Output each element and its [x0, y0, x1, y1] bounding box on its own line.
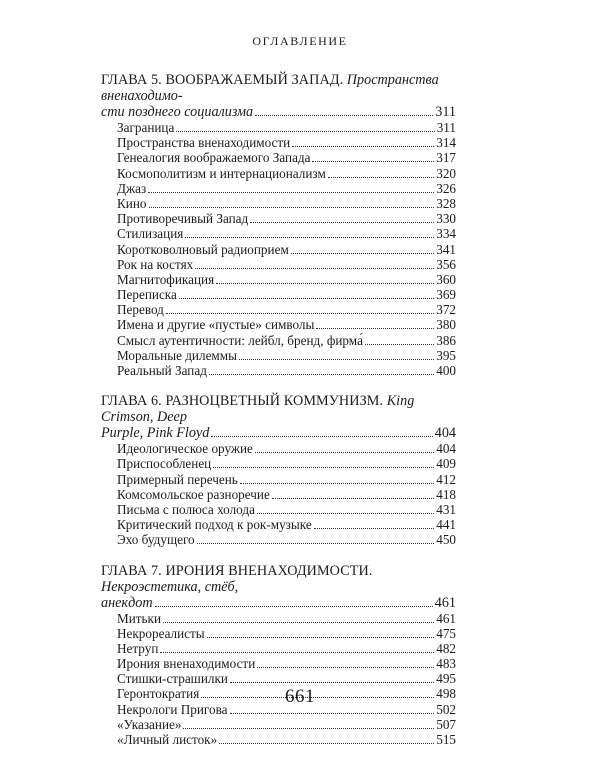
- chapter-page-number: 311: [435, 104, 456, 120]
- chapter-heading[interactable]: [101, 393, 456, 441]
- dot-leader: [292, 146, 434, 147]
- dot-leader: [272, 498, 434, 499]
- toc-entry[interactable]: [101, 317, 456, 332]
- dot-leader: [219, 743, 434, 744]
- toc-entry[interactable]: [101, 196, 456, 211]
- toc-entry[interactable]: [101, 257, 456, 272]
- dot-leader: [209, 374, 434, 375]
- chapter-title: ГЛАВА 5. ВООБРАЖАЕМЫЙ ЗАПАД.: [101, 72, 344, 88]
- toc-entry-title: «Личный листок»: [117, 732, 218, 747]
- toc-entry-page-number: 326: [436, 180, 456, 196]
- toc-entry-page-number: 507: [436, 716, 456, 732]
- chapter-heading-line-2: [101, 104, 456, 120]
- toc-entry[interactable]: [101, 135, 456, 150]
- toc-entry[interactable]: [101, 363, 456, 378]
- toc-entry-title: Коротковолновый радиоприем: [117, 241, 289, 257]
- toc-entry-title: Некрореалисты: [117, 625, 205, 641]
- table-of-contents: [101, 72, 456, 762]
- toc-entry-page-number: 330: [436, 211, 456, 227]
- dot-leader: [160, 652, 434, 653]
- toc-entry-page-number: 380: [436, 317, 456, 333]
- chapter-subtitle-continued: сти позднего социализма: [101, 104, 254, 120]
- dot-leader: [183, 728, 434, 729]
- dot-leader: [312, 161, 434, 162]
- toc-entry-page-number: 482: [436, 640, 456, 656]
- toc-entry[interactable]: [101, 626, 456, 641]
- toc-entry-title: Эхо будущего: [117, 532, 195, 548]
- toc-entry-title: Магнитофикация: [117, 271, 215, 287]
- toc-entry-title: Генеалогия воображаемого Запада: [117, 150, 311, 166]
- toc-entry[interactable]: [101, 641, 456, 656]
- dot-leader: [149, 207, 435, 208]
- dot-leader: [255, 452, 434, 453]
- dot-leader: [316, 328, 434, 329]
- toc-entry[interactable]: [101, 120, 456, 135]
- dot-leader: [255, 115, 433, 116]
- toc-entry-page-number: 328: [436, 195, 456, 211]
- toc-entry[interactable]: [101, 181, 456, 196]
- dot-leader: [148, 192, 434, 193]
- toc-entry-page-number: 441: [436, 517, 456, 533]
- toc-entry-title: Митьки: [117, 610, 162, 626]
- page-number: 661: [285, 686, 315, 707]
- toc-entry[interactable]: [101, 517, 456, 532]
- toc-entry[interactable]: [101, 226, 456, 241]
- toc-entry[interactable]: [101, 472, 456, 487]
- toc-entry-page-number: 450: [436, 532, 456, 548]
- dot-leader: [211, 436, 432, 437]
- toc-entry-page-number: 369: [436, 287, 456, 303]
- toc-entry[interactable]: [101, 302, 456, 317]
- dot-leader: [213, 467, 434, 468]
- toc-entry-page-number: 431: [436, 501, 456, 517]
- toc-entry-page-number: 356: [436, 256, 456, 272]
- dot-leader: [257, 513, 434, 514]
- dot-leader: [155, 606, 433, 607]
- chapter-title: ГЛАВА 6. РАЗНОЦВЕТНЫЙ КОММУНИЗМ.: [101, 393, 384, 410]
- toc-entry-page-number: 395: [436, 347, 456, 363]
- toc-entry[interactable]: [101, 532, 456, 547]
- dot-leader: [250, 222, 434, 223]
- dot-leader: [257, 667, 434, 668]
- toc-entry-page-number: 498: [436, 686, 456, 702]
- toc-entry-title: Геронтократия: [117, 686, 200, 702]
- running-head: ОГЛАВЛЕНИЕ: [252, 34, 348, 48]
- toc-entry-title: Комсомольское разноречие: [117, 486, 270, 502]
- dot-leader: [230, 713, 435, 714]
- toc-entry-title: Кино: [117, 195, 147, 211]
- chapter-heading[interactable]: [101, 563, 456, 611]
- dot-leader: [195, 268, 434, 269]
- toc-entry-page-number: 483: [436, 656, 456, 672]
- dot-leader: [291, 253, 434, 254]
- toc-entry-page-number: 334: [436, 226, 456, 242]
- toc-entry-title: Стишки-страшилки: [117, 671, 228, 687]
- toc-entry[interactable]: [101, 717, 456, 732]
- toc-entry-page-number: 400: [436, 363, 456, 378]
- toc-entry-title: Переписка: [117, 287, 177, 303]
- chapter-subtitle: King Crimson, Deep: [101, 393, 415, 426]
- dot-leader: [176, 131, 434, 132]
- chapter-section: [101, 563, 456, 748]
- toc-entry-page-number: 409: [436, 456, 456, 472]
- toc-entry-title: Приспособленец: [117, 456, 212, 472]
- toc-entry-page-number: 341: [436, 241, 456, 257]
- chapter-section: [101, 393, 456, 547]
- dot-leader: [240, 483, 434, 484]
- chapter-subtitle-continued: анекдот: [101, 594, 153, 611]
- toc-entry-title: Джаз: [117, 180, 147, 196]
- toc-entry[interactable]: [101, 502, 456, 517]
- toc-entry-page-number: 317: [436, 150, 456, 166]
- toc-entry-title: «Указание»: [117, 716, 182, 732]
- chapter-heading-line-2: [101, 425, 456, 441]
- chapter-page-number: 461: [434, 594, 456, 611]
- toc-entry-title: Письма с полюса холода: [117, 501, 255, 517]
- toc-entry-title: Некрологи Пригова: [117, 701, 228, 717]
- toc-entry[interactable]: [101, 211, 456, 226]
- toc-entry-page-number: 311: [436, 120, 456, 135]
- chapter-section: [101, 72, 456, 378]
- toc-entry[interactable]: [101, 732, 456, 747]
- toc-entry[interactable]: [101, 333, 456, 348]
- toc-entry-page-number: 475: [436, 625, 456, 641]
- toc-entry-title: Заграница: [117, 120, 175, 135]
- toc-entry-page-number: 418: [436, 486, 456, 502]
- dot-leader: [163, 622, 434, 623]
- toc-entry[interactable]: [101, 287, 456, 302]
- chapter-subtitle: Некроэстетика, стёб,: [101, 578, 239, 595]
- toc-entry[interactable]: [101, 348, 456, 363]
- dot-leader: [328, 177, 434, 178]
- toc-entry[interactable]: [101, 272, 456, 287]
- dot-leader: [197, 543, 435, 544]
- chapter-heading-line-2: [101, 595, 456, 611]
- toc-entry-page-number: 314: [436, 135, 456, 151]
- toc-entry[interactable]: [101, 656, 456, 671]
- toc-entry-page-number: 372: [436, 302, 456, 318]
- toc-entry[interactable]: [101, 611, 456, 626]
- dot-leader: [365, 344, 434, 345]
- dot-leader: [314, 528, 435, 529]
- toc-entry-page-number: 461: [436, 610, 456, 626]
- toc-entry-title: Моральные дилеммы: [117, 347, 237, 363]
- chapter-heading-line-1: [101, 563, 456, 595]
- toc-entry-title: Примерный перечень: [117, 471, 238, 487]
- chapter-subtitle-continued: Purple, Pink Floyd: [101, 425, 210, 442]
- toc-entry-title: Противоречивый Запад: [117, 211, 249, 227]
- dot-leader: [216, 283, 434, 284]
- toc-entry-title: Космополитизм и интернационализм: [117, 165, 326, 181]
- toc-entry-page-number: 412: [436, 471, 456, 487]
- toc-entry[interactable]: [101, 441, 456, 456]
- dot-leader: [179, 298, 434, 299]
- toc-entry-title: Нетруп: [117, 640, 159, 656]
- chapter-heading-line-1: [101, 393, 456, 425]
- toc-entry-title: Пространства вненаходимости: [117, 135, 291, 151]
- toc-entry[interactable]: [101, 487, 456, 502]
- toc-entry-title: Идеологическое оружие: [117, 441, 253, 457]
- toc-entry-title: Перевод: [117, 302, 164, 318]
- toc-entry-page-number: 320: [436, 165, 456, 181]
- chapter-heading[interactable]: [101, 72, 456, 120]
- dot-leader: [239, 359, 434, 360]
- toc-entry-title: Смысл аутентичности: лейбл, бренд, фирма́: [117, 332, 363, 348]
- dot-leader: [207, 637, 435, 638]
- chapter-page-number: 404: [434, 425, 456, 442]
- toc-entry-title: Реальный Запад: [117, 363, 207, 378]
- toc-entry-page-number: 404: [436, 441, 456, 457]
- toc-entry[interactable]: [101, 242, 456, 257]
- toc-entry[interactable]: [101, 166, 456, 181]
- dot-leader: [166, 313, 434, 314]
- toc-entry[interactable]: [101, 150, 456, 165]
- toc-entry-title: Рок на костях: [117, 256, 194, 272]
- toc-entry-page-number: 360: [436, 271, 456, 287]
- toc-entry[interactable]: [101, 456, 456, 471]
- toc-entry-title: Ирония вненаходимости: [117, 656, 256, 672]
- dot-leader: [185, 237, 434, 238]
- chapter-heading-line-1: [101, 72, 456, 104]
- toc-entry-page-number: 386: [436, 332, 456, 348]
- toc-entry[interactable]: [101, 671, 456, 686]
- chapter-subtitle: Пространства вненаходимо-: [101, 72, 439, 104]
- toc-entry-title: Критический подход к рок-музыке: [117, 517, 312, 533]
- toc-entry-title: Стилизация: [117, 226, 184, 242]
- toc-entry-title: Имена и другие «пустые» символы: [117, 317, 315, 333]
- dot-leader: [230, 682, 434, 683]
- toc-entry-page-number: 515: [436, 732, 456, 747]
- chapter-title: ГЛАВА 7. ИРОНИЯ ВНЕНАХОДИМОСТИ.: [101, 562, 373, 579]
- toc-entry-page-number: 495: [436, 671, 456, 687]
- toc-entry-page-number: 502: [436, 701, 456, 717]
